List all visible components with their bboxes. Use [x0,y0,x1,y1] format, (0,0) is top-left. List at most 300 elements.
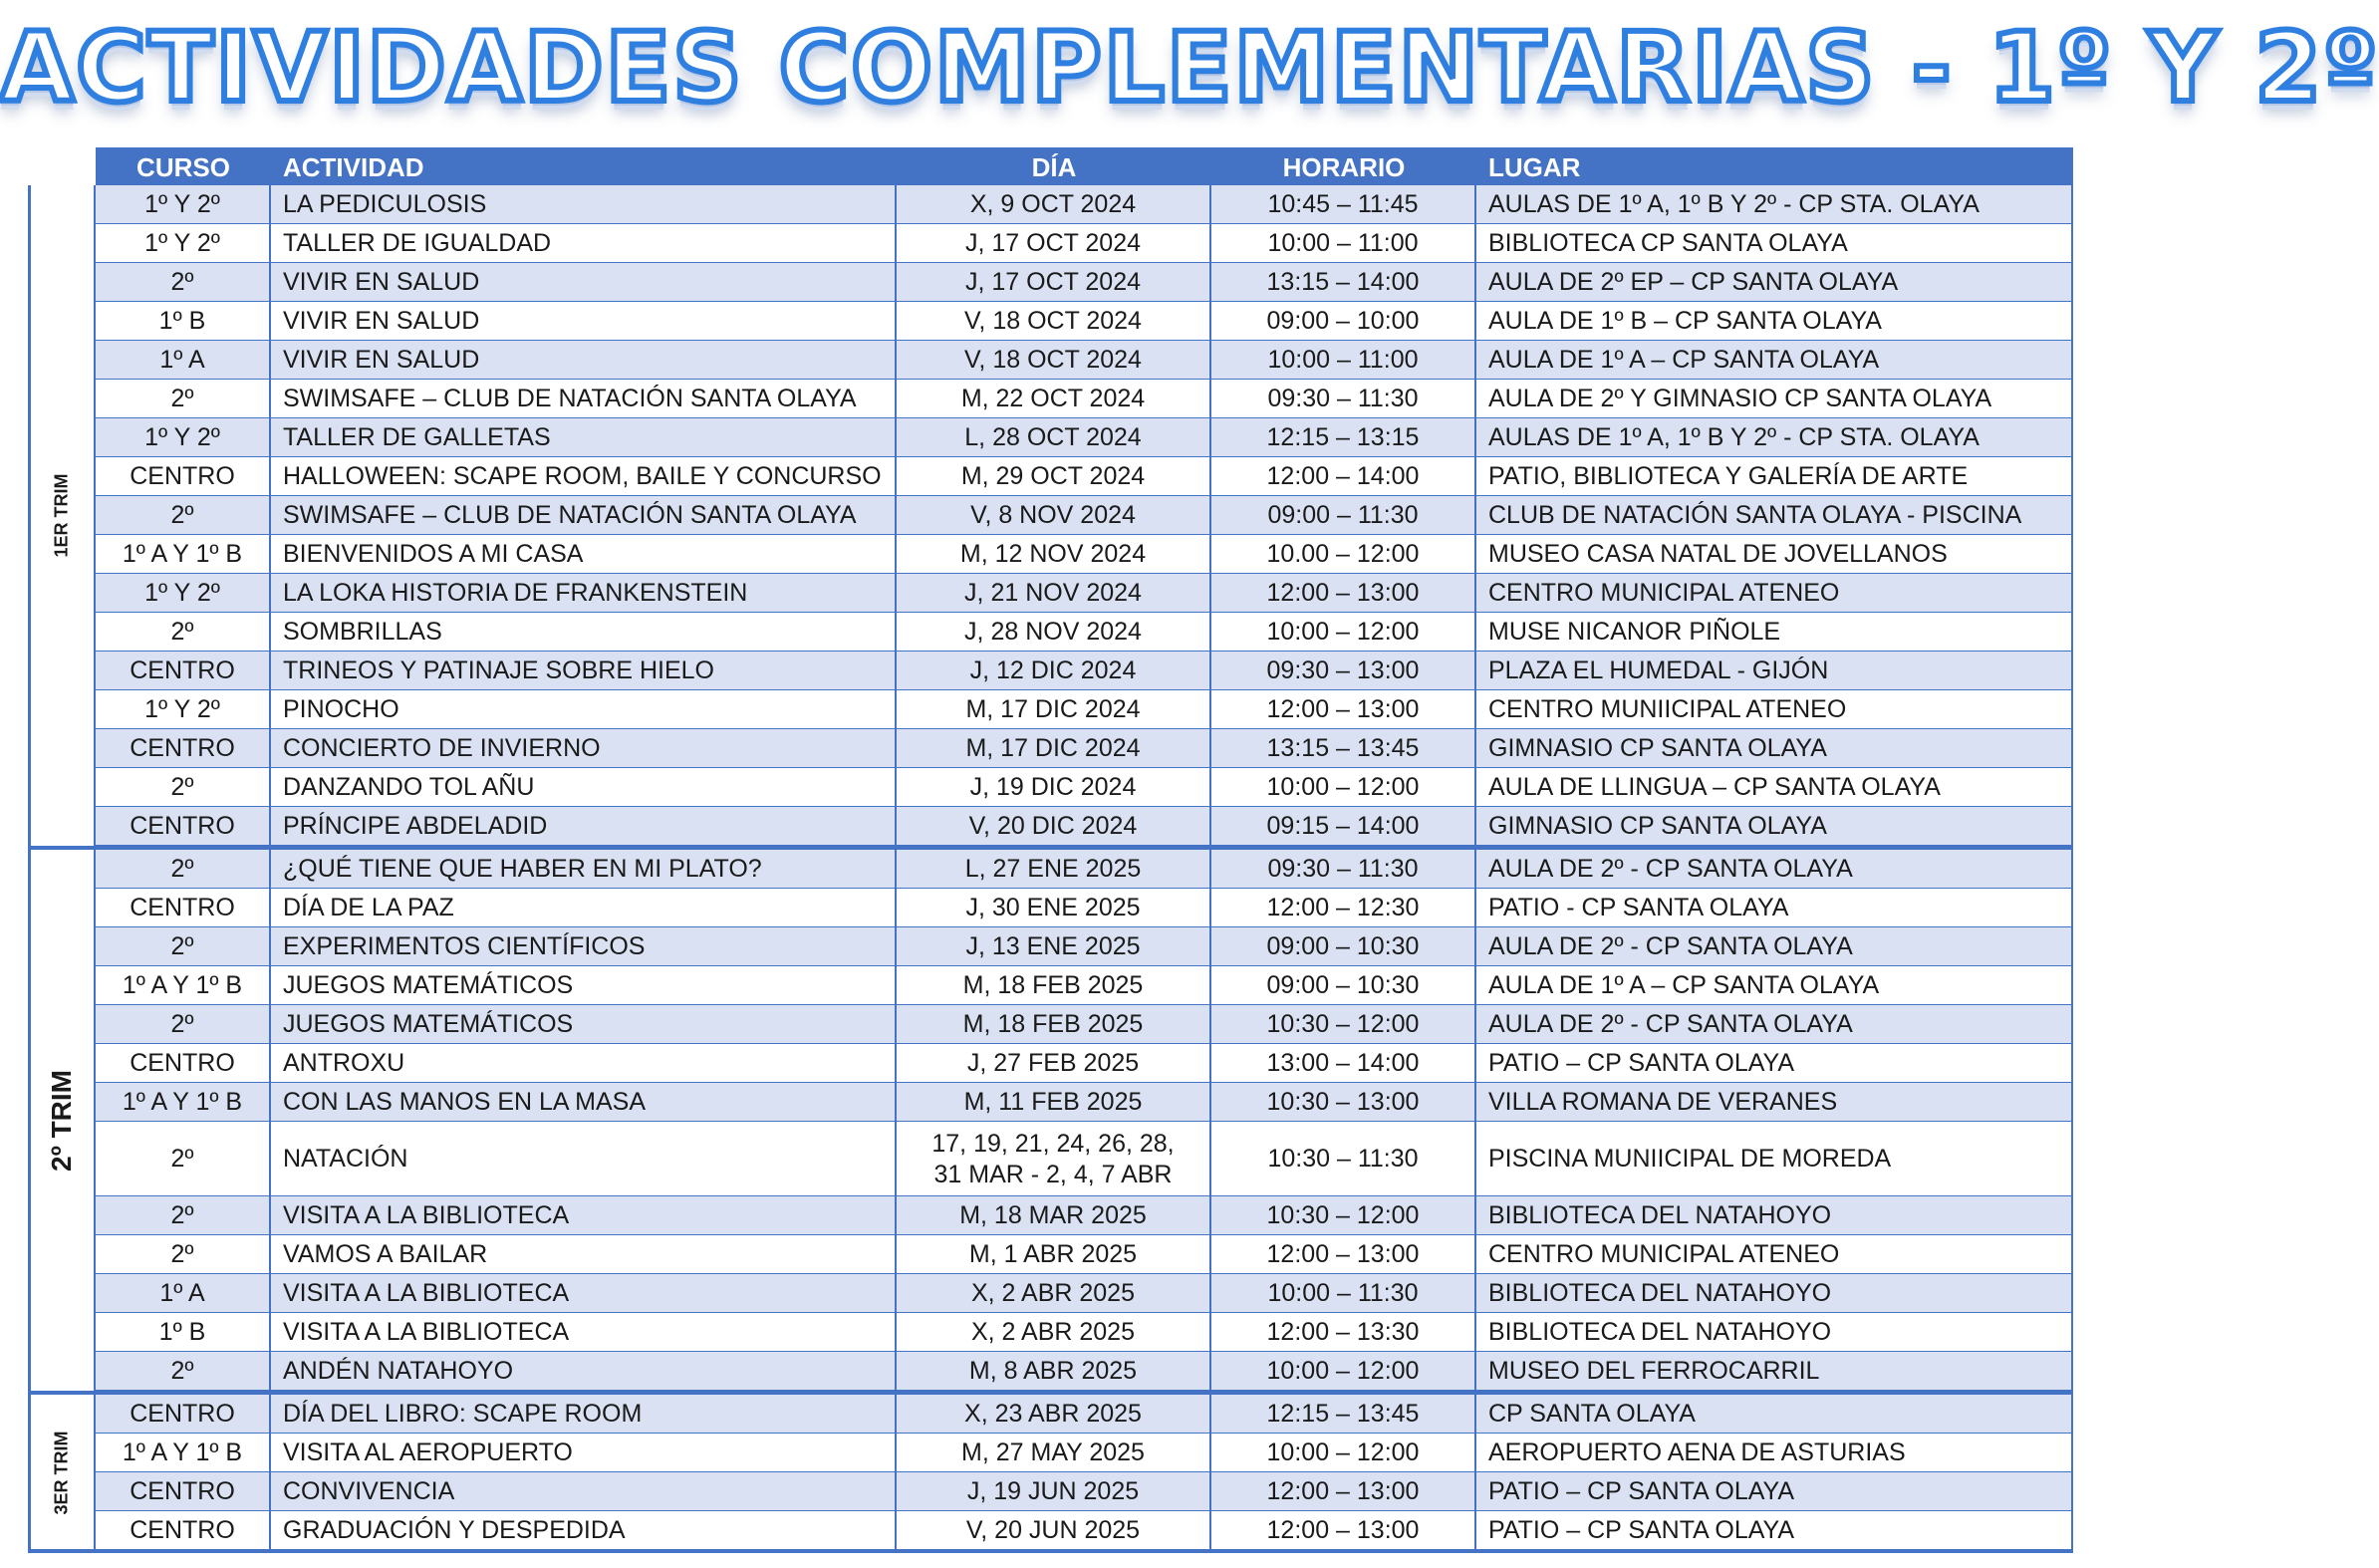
cell-actividad-text: VIVIR EN SALUD [283,307,480,335]
cell-lugar-text: AULA DE 2º - CP SANTA OLAYA [1488,932,1853,960]
table-row [96,1083,2073,1122]
cell-dia [897,574,1211,613]
table-row [96,1005,2073,1044]
cell-curso [96,690,271,729]
cell-dia [897,1434,1211,1472]
table-row [96,966,2073,1005]
cell-actividad-text: LA LOKA HISTORIA DE FRANKENSTEIN [283,579,748,607]
cell-curso-text: 2º [170,268,194,296]
cell-actividad-text: VISITA A LA BIBLIOTECA [283,1318,570,1346]
cell-horario [1211,380,1476,418]
cell-horario [1211,1083,1476,1122]
cell-lugar-text: BIBLIOTECA DEL NATAHOYO [1488,1318,1832,1346]
cell-curso [96,1044,271,1083]
cell-lugar-text: PATIO – CP SANTA OLAYA [1488,1516,1795,1544]
cell-curso [96,418,271,457]
cell-lugar [1476,302,2073,341]
cell-horario-text: 10:00 – 12:00 [1266,1357,1420,1385]
cell-dia-text: M, 18 MAR 2025 [959,1201,1147,1229]
table-row [96,302,2073,341]
cell-actividad-text: NATACIÓN [283,1145,408,1173]
cell-lugar-text: PLAZA EL HUMEDAL - GIJÓN [1488,656,1829,684]
cell-horario [1211,535,1476,574]
cell-lugar [1476,889,2073,927]
cell-actividad [271,1196,897,1235]
cell-dia-text: J, 19 JUN 2025 [966,1477,1140,1505]
cell-actividad [271,1274,897,1313]
cell-actividad-text: GRADUACIÓN Y DESPEDIDA [283,1516,626,1544]
cell-lugar-text: AULA DE 2º - CP SANTA OLAYA [1488,855,1853,883]
cell-horario-text: 10:30 – 12:00 [1266,1201,1420,1229]
cell-actividad [271,1235,897,1274]
table-row [96,457,2073,496]
cell-dia [897,1511,1211,1550]
cell-dia-text: J, 17 OCT 2024 [964,268,1142,296]
cell-curso-text: CENTRO [130,462,235,490]
cell-curso-text: 1º B [158,1318,206,1346]
cell-lugar [1476,966,2073,1005]
cell-horario [1211,1044,1476,1083]
table-row [96,224,2073,263]
cell-dia-text: J, 28 NOV 2024 [964,618,1142,646]
cell-curso [96,341,271,380]
table-row [96,1044,2073,1083]
cell-curso-text: CENTRO [130,1049,235,1077]
cell-horario-text: 13:00 – 14:00 [1266,1049,1420,1077]
cell-dia-text: L, 28 OCT 2024 [964,423,1142,451]
cell-actividad-text: EXPERIMENTOS CIENTÍFICOS [283,932,646,960]
cell-lugar-text: CP SANTA OLAYA [1488,1400,1696,1428]
cell-actividad [271,652,897,690]
cell-curso [96,1005,271,1044]
cell-curso-text: 1º Y 2º [144,423,220,451]
cell-dia [897,418,1211,457]
cell-lugar [1476,1044,2073,1083]
cell-horario [1211,263,1476,302]
cell-horario-text: 10:00 – 12:00 [1266,618,1420,646]
cell-dia-text: M, 27 MAY 2025 [961,1438,1145,1466]
cell-curso [96,1083,271,1122]
cell-actividad [271,1005,897,1044]
cell-curso-text: CENTRO [130,656,235,684]
cell-curso-text: 2º [170,1240,194,1268]
cell-actividad [271,1472,897,1511]
table-row [96,1511,2073,1550]
cell-dia-text: V, 20 JUN 2025 [965,1516,1141,1544]
cell-dia [897,1274,1211,1313]
cell-horario-text: 09:30 – 11:30 [1267,385,1419,412]
cell-dia [897,807,1211,846]
cell-lugar-text: AULA DE 2º Y GIMNASIO CP SANTA OLAYA [1488,385,1992,412]
cell-lugar [1476,380,2073,418]
cell-actividad-text: VISITA A LA BIBLIOTECA [283,1201,570,1229]
table-row [96,729,2073,768]
cell-actividad-text: HALLOWEEN: SCAPE ROOM, BAILE Y CONCURSO [283,462,882,490]
cell-curso-text: 2º [170,1010,194,1038]
cell-lugar [1476,496,2073,535]
table-row [96,690,2073,729]
cell-horario-text: 13:15 – 14:00 [1266,268,1420,296]
table-row [96,613,2073,652]
cell-curso-text: CENTRO [130,894,235,921]
cell-curso [96,613,271,652]
cell-curso-text: CENTRO [130,1516,235,1544]
cell-dia [897,927,1211,966]
table-bottom-border [28,1549,2073,1553]
cell-horario-text: 10:30 – 13:00 [1266,1088,1420,1116]
cell-horario [1211,457,1476,496]
cell-horario-text: 09:30 – 13:00 [1266,656,1420,684]
cell-horario-text: 09:00 – 10:30 [1266,932,1420,960]
cell-horario [1211,574,1476,613]
table-row [96,574,2073,613]
cell-lugar-text: PATIO – CP SANTA OLAYA [1488,1477,1795,1505]
table-row [96,496,2073,535]
cell-dia-text: M, 12 NOV 2024 [959,540,1147,568]
cell-curso-text: 1º A Y 1º B [122,1438,243,1466]
cell-curso [96,496,271,535]
cell-actividad-text: ¿QUÉ TIENE QUE HABER EN MI PLATO? [283,855,762,883]
cell-horario-text: 12:15 – 13:45 [1266,1400,1420,1428]
cell-lugar [1476,457,2073,496]
cell-horario [1211,1472,1476,1511]
cell-dia [897,380,1211,418]
cell-actividad [271,613,897,652]
cell-horario [1211,1352,1476,1391]
cell-dia-text: J, 27 FEB 2025 [966,1049,1140,1077]
cell-actividad [271,690,897,729]
cell-curso-text: CENTRO [130,812,235,840]
cell-dia-text: V, 8 NOV 2024 [970,501,1136,529]
cell-dia-text: M, 18 FEB 2025 [962,1010,1144,1038]
cell-lugar [1476,224,2073,263]
cell-curso-text: 2º [170,618,194,646]
cell-dia-text: X, 23 ABR 2025 [964,1400,1142,1428]
cell-lugar-text: AULA DE LLINGUA – CP SANTA OLAYA [1488,773,1941,801]
cell-actividad-text: SOMBRILLAS [283,618,442,646]
cell-actividad-text: VISITA A LA BIBLIOTECA [283,1279,570,1307]
cell-horario [1211,1434,1476,1472]
cell-lugar-text: MUSE NICANOR PIÑOLE [1488,618,1781,646]
cell-lugar-text: BIBLIOTECA DEL NATAHOYO [1488,1279,1832,1307]
cell-dia [897,1352,1211,1391]
cell-dia-text: M, 18 FEB 2025 [962,971,1144,999]
cell-dia [897,185,1211,224]
trimester-label-text: 1ER TRIM [51,473,72,558]
cell-horario [1211,185,1476,224]
cell-actividad-text: VIVIR EN SALUD [283,268,480,296]
cell-horario [1211,1511,1476,1550]
trimester-label [28,1395,96,1550]
cell-actividad [271,380,897,418]
cell-actividad [271,341,897,380]
cell-curso [96,807,271,846]
cell-dia [897,1122,1211,1196]
cell-curso [96,1395,271,1434]
table-row [96,850,2073,889]
cell-curso-text: CENTRO [130,1477,235,1505]
cell-curso-text: 2º [170,385,194,412]
cell-actividad-text: CONVIVENCIA [283,1477,455,1505]
cell-dia [897,1044,1211,1083]
cell-dia [897,613,1211,652]
cell-horario [1211,729,1476,768]
cell-lugar [1476,1395,2073,1434]
cell-curso-text: 1º Y 2º [144,229,220,257]
cell-horario-text: 10:00 – 11:00 [1267,229,1419,257]
cell-actividad [271,1434,897,1472]
cell-lugar-text: AULA DE 1º B – CP SANTA OLAYA [1488,307,1882,335]
cell-horario [1211,613,1476,652]
cell-actividad [271,496,897,535]
cell-dia-text: J, 21 NOV 2024 [964,579,1142,607]
cell-curso [96,263,271,302]
cell-horario [1211,341,1476,380]
table-row [96,535,2073,574]
cell-actividad [271,418,897,457]
cell-actividad [271,457,897,496]
cell-curso-text: 2º [170,855,194,883]
cell-lugar [1476,1005,2073,1044]
cell-actividad-text: CONCIERTO DE INVIERNO [283,734,601,762]
cell-lugar [1476,613,2073,652]
cell-horario-text: 10:00 – 11:00 [1267,346,1419,374]
cell-dia [897,1235,1211,1274]
cell-curso-text: 2º [170,1145,194,1173]
cell-lugar-text: AULA DE 2º - CP SANTA OLAYA [1488,1010,1853,1038]
cell-curso [96,1352,271,1391]
cell-dia [897,889,1211,927]
cell-curso [96,302,271,341]
cell-horario-text: 10.00 – 12:00 [1266,540,1420,568]
cell-curso [96,966,271,1005]
cell-actividad [271,302,897,341]
cell-curso-text: 2º [170,1201,194,1229]
table-row [96,652,2073,690]
table-row [96,1352,2073,1391]
cell-horario [1211,690,1476,729]
cell-actividad-text: TRINEOS Y PATINAJE SOBRE HIELO [283,656,714,684]
cell-actividad [271,927,897,966]
cell-horario-text: 09:00 – 11:30 [1267,501,1419,529]
cell-horario-text: 12:00 – 13:00 [1266,579,1420,607]
cell-dia-text: M, 29 OCT 2024 [960,462,1146,490]
cell-dia-text: V, 18 OCT 2024 [964,346,1142,374]
cell-curso-text: 1º A Y 1º B [122,1088,243,1116]
cell-dia [897,1472,1211,1511]
cell-dia [897,1313,1211,1352]
cell-actividad [271,1313,897,1352]
cell-dia [897,263,1211,302]
cell-curso-text: 1º A [159,346,205,374]
cell-dia [897,1395,1211,1434]
cell-curso [96,768,271,807]
cell-curso [96,535,271,574]
cell-actividad [271,966,897,1005]
cell-horario-text: 12:00 – 13:00 [1266,1477,1420,1505]
cell-actividad-text: DÍA DEL LIBRO: SCAPE ROOM [283,1400,643,1428]
cell-curso [96,1511,271,1550]
cell-horario-text: 13:15 – 13:45 [1266,734,1420,762]
table-row [96,1434,2073,1472]
cell-curso [96,380,271,418]
header-curso: CURSO [136,152,230,182]
cell-horario-text: 12:00 – 13:00 [1266,695,1420,723]
cell-curso [96,1274,271,1313]
cell-lugar-text: VILLA ROMANA DE VERANES [1488,1088,1838,1116]
trimester-label-text: 3ER TRIM [51,1430,72,1515]
cell-actividad-text: VAMOS A BAILAR [283,1240,488,1268]
cell-horario [1211,768,1476,807]
cell-horario-text: 12:00 – 14:00 [1266,462,1420,490]
cell-horario-text: 10:00 – 12:00 [1266,773,1420,801]
cell-lugar [1476,1122,2073,1196]
cell-lugar-text: AULA DE 1º A – CP SANTA OLAYA [1488,971,1880,999]
cell-dia-text: M, 8 ABR 2025 [968,1357,1138,1385]
cell-actividad [271,263,897,302]
cell-actividad-text: VISITA AL AEROPUERTO [283,1438,573,1466]
cell-curso-text: 2º [170,501,194,529]
cell-horario-text: 10:00 – 11:30 [1267,1279,1419,1307]
cell-lugar-text: AEROPUERTO AENA DE ASTURIAS [1488,1438,1906,1466]
cell-dia [897,1196,1211,1235]
cell-lugar [1476,1434,2073,1472]
table-row [96,768,2073,807]
cell-curso-text: 2º [170,773,194,801]
cell-horario-text: 10:30 – 12:00 [1266,1010,1420,1038]
table-row [96,263,2073,302]
cell-curso-text: CENTRO [130,734,235,762]
cell-horario-text: 12:15 – 13:15 [1266,423,1420,451]
cell-horario-text: 12:00 – 12:30 [1266,894,1420,921]
cell-curso [96,1235,271,1274]
cell-dia-text: X, 9 OCT 2024 [969,190,1137,218]
cell-curso [96,1122,271,1196]
cell-lugar [1476,1274,2073,1313]
cell-lugar-text: AULAS DE 1º A, 1º B Y 2º - CP STA. OLAYA [1488,423,1980,451]
cell-lugar [1476,690,2073,729]
cell-lugar-text: PATIO - CP SANTA OLAYA [1488,894,1789,921]
cell-horario [1211,927,1476,966]
cell-lugar [1476,768,2073,807]
cell-curso [96,1196,271,1235]
cell-actividad-text: SWIMSAFE – CLUB DE NATACIÓN SANTA OLAYA [283,501,857,529]
cell-actividad-text: BIENVENIDOS A MI CASA [283,540,584,568]
cell-dia-text: J, 13 ENE 2025 [965,932,1141,960]
cell-lugar [1476,652,2073,690]
cell-lugar-text: GIMNASIO CP SANTA OLAYA [1488,812,1827,840]
cell-dia [897,457,1211,496]
cell-horario-text: 10:00 – 12:00 [1266,1438,1420,1466]
cell-curso-text: 1º A [159,1279,205,1307]
table-row [96,889,2073,927]
cell-dia [897,850,1211,889]
cell-actividad-text: JUEGOS MATEMÁTICOS [283,1010,574,1038]
cell-horario [1211,1196,1476,1235]
cell-horario [1211,302,1476,341]
cell-lugar-text: AULA DE 2º EP – CP SANTA OLAYA [1488,268,1899,296]
cell-horario-text: 09:00 – 10:00 [1266,307,1420,335]
cell-dia [897,690,1211,729]
cell-actividad [271,768,897,807]
cell-actividad [271,889,897,927]
cell-dia-text: M, 11 FEB 2025 [963,1088,1143,1116]
cell-dia-text: J, 19 DIC 2024 [969,773,1137,801]
cell-dia [897,768,1211,807]
cell-actividad [271,1122,897,1196]
cell-dia [897,966,1211,1005]
cell-dia [897,496,1211,535]
cell-horario [1211,850,1476,889]
cell-actividad [271,224,897,263]
cell-curso-text: 1º A Y 1º B [122,540,243,568]
cell-lugar [1476,850,2073,889]
cell-lugar-text: MUSEO CASA NATAL DE JOVELLANOS [1488,540,1948,568]
cell-curso [96,457,271,496]
cell-lugar-text: CENTRO MUNICIPAL ATENEO [1488,579,1840,607]
cell-lugar [1476,535,2073,574]
cell-actividad-text: CON LAS MANOS EN LA MASA [283,1088,646,1116]
cell-lugar-text: CENTRO MUNICIPAL ATENEO [1488,1240,1840,1268]
cell-curso [96,1434,271,1472]
cell-dia [897,1083,1211,1122]
cell-horario [1211,1122,1476,1196]
trimester-label-text: 2º TRIM [46,1069,78,1172]
cell-curso-text: 2º [170,1357,194,1385]
cell-actividad-text: DÍA DE LA PAZ [283,894,454,921]
cell-actividad [271,729,897,768]
cell-actividad [271,185,897,224]
cell-actividad-text: ANDÉN NATAHOYO [283,1357,514,1385]
cell-actividad [271,1083,897,1122]
cell-lugar [1476,1352,2073,1391]
cell-horario-text: 12:00 – 13:00 [1266,1516,1420,1544]
cell-curso [96,1313,271,1352]
cell-dia-text: X, 2 ABR 2025 [970,1318,1135,1346]
cell-lugar-text: PATIO, BIBLIOTECA Y GALERÍA DE ARTE [1488,462,1969,490]
cell-horario-text: 12:00 – 13:00 [1266,1240,1420,1268]
cell-curso [96,224,271,263]
cell-lugar [1476,1235,2073,1274]
cell-horario [1211,652,1476,690]
cell-actividad [271,850,897,889]
cell-actividad-text: VIVIR EN SALUD [283,346,480,374]
cell-actividad-text: SWIMSAFE – CLUB DE NATACIÓN SANTA OLAYA [283,385,857,412]
cell-dia-text: J, 12 DIC 2024 [969,656,1137,684]
cell-dia-text: V, 20 DIC 2024 [968,812,1138,840]
cell-curso [96,1472,271,1511]
cell-curso-text: 2º [170,932,194,960]
cell-horario [1211,1235,1476,1274]
cell-lugar [1476,807,2073,846]
cell-horario [1211,807,1476,846]
table-row [96,185,2073,224]
cell-dia-text: M, 17 DIC 2024 [965,734,1141,762]
cell-curso [96,574,271,613]
header-horario: HORARIO [1282,152,1406,182]
cell-horario [1211,418,1476,457]
cell-horario-text: 09:15 – 14:00 [1266,812,1420,840]
table-row [96,807,2073,846]
cell-horario [1211,496,1476,535]
cell-dia [897,1005,1211,1044]
table-row [96,418,2073,457]
cell-actividad-text: LA PEDICULOSIS [283,190,487,218]
trimester-label [28,850,96,1391]
table-row [96,1122,2073,1196]
cell-dia-text: X, 2 ABR 2025 [970,1279,1135,1307]
cell-dia-text: M, 22 OCT 2024 [960,385,1146,412]
